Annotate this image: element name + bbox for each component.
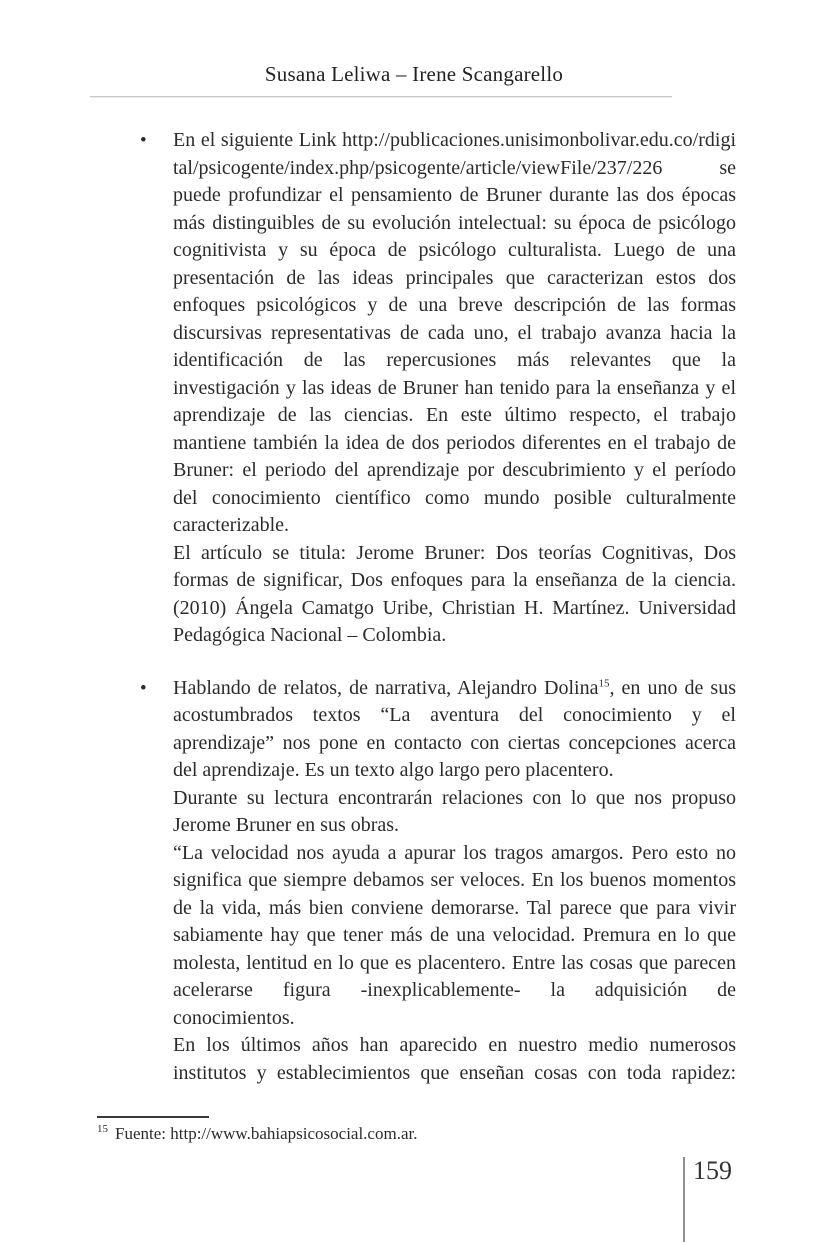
text-run: se puede profundizar el pensamiento de Bruner durante las dos épocas más distinguibles de su evolución intelectual: su época de psicólogo cognitivista y su época de psicólogo culturalista. Luego de una presentación de las ideas principales que caracterizan estos dos enfoques psicológicos y de una breve descripción de las formas discursivas representativas de cada uno, el trabajo avanza hacia la identificación de las repercusiones más relevantes que la investigación y las ideas de Bruner han tenido para la enseñanza y el aprendizaje de las ciencias. En este último respecto, el trabajo mantiene también la idea de dos periodos diferentes en el trabajo de Bruner: el periodo del aprendizaje por descubrimiento y el período del conocimiento científico como mundo posible culturalmente caracterizable. [173,156,736,536]
text-run: “La velocidad nos ayuda a apurar los tragos amargos. Pero esto no significa que siempre debamos ser veloces. En los buenos momentos de la vida, más bien conviene demorarse. Tal parece que para vivir sabiamente hay que tener más de una velocidad. Premura en lo que molesta, lentitud en lo que es placentero. Entre las cosas que parecen acelerarse figura -inexplicablemente- la adquisición de conocimientos. [173,841,736,1029]
text-run: El artículo se titula: Jerome Bruner: Dos teorías Cognitivas, Dos formas de significar, Dos enfoques para la enseñanza de la ciencia. (2010) Ángela Camatgo Uribe, Christian H. Martínez. Universidad Pedagógica Nacional – Colombia. [173,541,736,646]
text-run: En el siguiente Link [173,129,343,151]
footnote-rule [97,1116,209,1118]
footnote-reference: 15 [598,676,610,689]
bullet-item [140,127,736,650]
running-header: Susana Leliwa – Irene Scangarello [264,62,564,86]
text-run: , en uno de sus acostumbrados textos “La aventura del conocimiento y el aprendizaje” nos pone en contacto con ciertas concepciones acerca del aprendizaje. Es un texto algo largo pero placentero. [173,676,736,781]
bullet-body [173,127,736,650]
bullet-list [140,127,736,1087]
printed-url: http://publicaciones.unisimonbolivar.edu.co/rdigital/psicogente/index.php/psicogente/article/viewFile/237/226 [173,129,736,179]
page-number: 159 [693,1156,732,1185]
page-number-bar [683,1157,685,1242]
bullet-marker: • [140,677,147,699]
paragraph [173,675,736,785]
paragraph [173,1032,736,1087]
paragraph [173,127,736,540]
paragraph [173,540,736,650]
text-run: Hablando de relatos, de narrativa, Alejandro Dolina [173,676,599,699]
footnote-marker: 15 [97,1123,108,1136]
text-run: En los últimos años han aparecido en nuestro medio numerosos institutos y establecimientos que enseñan cosas con toda rapidez: [173,1034,736,1084]
header-rule [90,96,672,97]
footnote-text: Fuente: http://www.bahiapsicosocial.com.ar. [115,1124,418,1143]
bullet-marker: • [140,130,147,151]
paragraph [173,840,736,1033]
bullet-item [140,675,736,1088]
paragraph [173,785,736,840]
text-run: Durante su lectura encontrarán relaciones con lo que nos propuso Jerome Bruner en sus obras. [173,786,736,836]
footnote [97,1124,717,1144]
bullet-body [173,675,736,1088]
